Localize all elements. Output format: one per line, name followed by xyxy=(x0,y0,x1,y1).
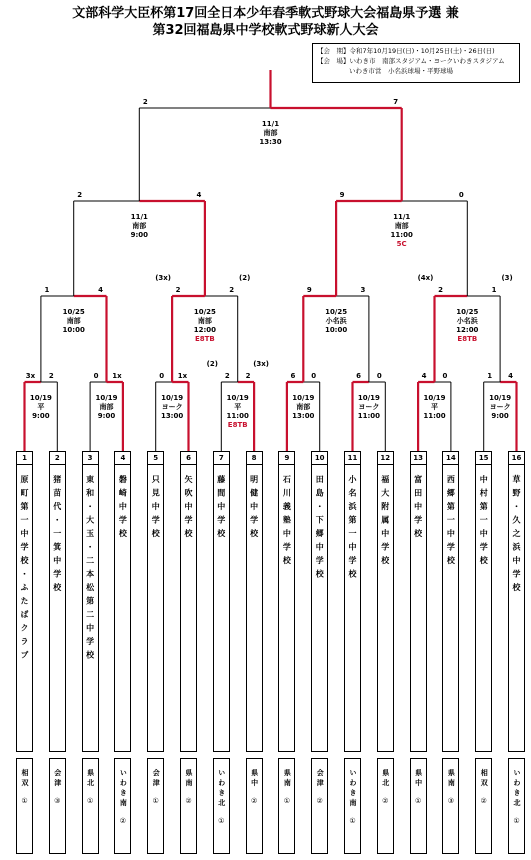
team-number: 4 xyxy=(115,452,130,465)
block-number: ① xyxy=(414,797,422,805)
r1-match-2-venue: 南部 xyxy=(99,403,114,411)
team-number: 9 xyxy=(279,452,294,465)
r1-match-3-score-left: 0 xyxy=(159,372,165,380)
block-number: ② xyxy=(250,797,258,805)
r2-match-2-note: E8TB xyxy=(195,335,215,343)
r2-match-1-time: 10:00 xyxy=(62,326,85,334)
region-name: 県南 xyxy=(447,769,456,789)
block-number: ① xyxy=(349,817,356,825)
r1-match-4-time: 11:00 xyxy=(226,412,249,420)
team-name: 草野・久之浜中学校 xyxy=(512,475,521,597)
team-box xyxy=(278,451,295,752)
r1-match-4-note: E8TB xyxy=(227,421,248,429)
region-box xyxy=(410,758,427,854)
team-number: 2 xyxy=(50,452,65,465)
region-name: 会津 xyxy=(316,769,325,789)
team-box xyxy=(508,451,525,752)
team-name: 富田中学校 xyxy=(413,475,423,543)
r2-match-1-score-left: 1 xyxy=(44,286,50,294)
r2-match-1-date: 10/25 xyxy=(62,308,85,316)
r2-match-4-pk-left: (4x) xyxy=(417,274,434,282)
team-number: 6 xyxy=(181,452,196,465)
r1-match-3-score-right: 1x xyxy=(177,372,188,380)
team-box xyxy=(82,451,99,752)
team-box xyxy=(114,451,131,752)
region-name: いわき北 xyxy=(513,769,521,809)
team-number: 8 xyxy=(247,452,262,465)
r3-match-2-date: 11/1 xyxy=(393,213,411,221)
r1-match-7-score-left: 4 xyxy=(421,372,427,380)
team-number: 15 xyxy=(476,452,491,465)
r1-match-6-time: 11:00 xyxy=(357,412,381,420)
team-box xyxy=(410,451,427,752)
team-number: 7 xyxy=(214,452,229,465)
region-box xyxy=(180,758,197,854)
region-name: いわき北 xyxy=(217,769,226,809)
team-number: 16 xyxy=(509,452,524,465)
r2-match-4-pk-right: (3) xyxy=(501,274,513,282)
r1-match-4-score-left: 2 xyxy=(224,372,230,380)
info-venue-1: 【会 場】いわき市 南部スタジアム・ヨークいわきスタジアム xyxy=(317,57,505,65)
block-number: ① xyxy=(86,797,94,805)
team-box xyxy=(180,451,197,752)
r1-match-2-date: 10/19 xyxy=(95,394,118,402)
r2-match-2-score-right: 2 xyxy=(229,286,235,294)
r2-match-4-note: E8TB xyxy=(457,335,478,343)
r1-match-4-pk-left: (2) xyxy=(206,360,218,368)
block-number: ③ xyxy=(447,797,455,805)
region-name: いわき南 xyxy=(119,769,128,809)
r1-match-8-date: 10/19 xyxy=(489,394,512,402)
r1-match-1-time: 9:00 xyxy=(32,412,50,420)
team-name: 原町第一中学校・ふたばクラブ xyxy=(20,475,29,664)
region-box xyxy=(114,758,131,854)
r3-match-1-time: 9:00 xyxy=(130,231,149,239)
region-box xyxy=(278,758,295,854)
r2-match-2-pk-right: (2) xyxy=(239,274,251,282)
team-name: 小名浜第一中学校 xyxy=(348,475,357,583)
team-box xyxy=(475,451,492,752)
block-number: ① xyxy=(283,797,291,805)
r1-match-2-score-right: 1x xyxy=(112,372,122,380)
region-name: 会津 xyxy=(152,769,161,789)
region-name: いわき南 xyxy=(349,769,357,809)
block-number: ② xyxy=(316,797,323,805)
team-name: 田島・下郷中学校 xyxy=(315,475,325,583)
r1-match-8-score-left: 1 xyxy=(487,372,493,380)
block-number: ② xyxy=(480,797,487,805)
r1-match-1-score-left: 3x xyxy=(25,372,36,380)
block-number: ② xyxy=(382,797,389,805)
region-box xyxy=(16,758,33,854)
r1-match-4-venue: 平 xyxy=(234,403,242,411)
r1-match-1-score-right: 2 xyxy=(48,372,54,380)
region-box xyxy=(213,758,230,854)
r1-match-3-venue: ヨーク xyxy=(161,403,183,411)
block-number: ① xyxy=(218,817,225,825)
r1-match-8-time: 9:00 xyxy=(491,412,509,420)
r1-match-5-date: 10/19 xyxy=(292,394,315,402)
r1-match-8-score-right: 4 xyxy=(508,372,513,380)
region-box xyxy=(311,758,328,854)
info-period: 【会 期】令和7年10月19日(日)・10月25日(土)・26日(日) xyxy=(317,47,495,55)
region-box xyxy=(246,758,263,854)
team-number: 10 xyxy=(312,452,327,465)
r2-match-2-date: 10/25 xyxy=(193,308,216,316)
r2-match-4-score-right: 1 xyxy=(491,286,497,294)
region-box xyxy=(147,758,164,854)
r1-match-6-date: 10/19 xyxy=(357,394,380,402)
r3-match-2-time: 11:00 xyxy=(390,231,413,239)
team-name: 西郷第一中学校 xyxy=(446,475,456,570)
team-box xyxy=(311,451,328,752)
team-name: 藤間中学校 xyxy=(216,475,226,543)
team-name: 猪苗代・一箕中学校 xyxy=(52,475,62,597)
region-box xyxy=(344,758,361,854)
region-box xyxy=(82,758,99,854)
region-name: 会津 xyxy=(53,769,62,789)
r1-match-7-venue: 平 xyxy=(431,403,438,411)
team-name: 中村第一中学校 xyxy=(479,475,489,570)
block-number: ① xyxy=(152,797,159,805)
r3-match-2-score-right: 0 xyxy=(458,191,464,199)
r2-match-4-date: 10/25 xyxy=(456,308,479,316)
r2-match-3-date: 10/25 xyxy=(325,308,348,316)
r3-match-2-venue: 南部 xyxy=(394,222,409,230)
r2-match-2-time: 12:00 xyxy=(193,326,217,334)
r1-match-8-venue: ヨーク xyxy=(489,403,511,411)
team-name: 福大附属中学校 xyxy=(380,475,390,570)
team-number: 3 xyxy=(83,452,98,465)
region-name: 県南 xyxy=(185,769,193,789)
r2-match-3-score-left: 9 xyxy=(306,286,312,294)
r2-match-4-time: 12:00 xyxy=(456,326,479,334)
team-name: 石川義塾中学校 xyxy=(282,475,292,570)
r1-match-5-time: 13:00 xyxy=(292,412,315,420)
r3-match-1-venue: 南部 xyxy=(132,222,147,230)
r2-match-4-venue: 小名浜 xyxy=(456,317,478,325)
r1-match-6-venue: ヨーク xyxy=(358,403,380,411)
r2-match-3-venue: 小名浜 xyxy=(325,317,347,325)
team-box xyxy=(213,451,230,752)
block-number: ③ xyxy=(54,797,61,805)
r3-match-1-score-left: 2 xyxy=(77,191,83,199)
r1-match-2-score-left: 0 xyxy=(93,372,99,380)
r3-match-1-score-right: 4 xyxy=(196,191,202,199)
r1-match-4-score-right: 2 xyxy=(245,372,251,380)
r1-match-5-venue: 南部 xyxy=(296,403,311,411)
r1-match-7-time: 11:00 xyxy=(423,412,446,420)
r3-match-2-note: 5C xyxy=(396,240,407,248)
r1-match-7-score-right: 0 xyxy=(442,372,448,380)
r1-match-3-time: 13:00 xyxy=(160,412,184,420)
r1-match-4-date: 10/19 xyxy=(226,394,249,402)
team-name: 東和・大玉・二本松第二中学校 xyxy=(85,475,95,664)
r1-match-1-date: 10/19 xyxy=(29,394,52,402)
team-box xyxy=(49,451,66,752)
region-name: 県北 xyxy=(381,769,390,789)
r1-match-1-venue: 平 xyxy=(37,403,45,411)
region-name: 県中 xyxy=(250,769,259,789)
team-number: 1 xyxy=(17,452,32,465)
r2-match-3-score-right: 3 xyxy=(360,286,366,294)
final-match-venue: 南部 xyxy=(263,129,278,137)
r1-match-5-score-left: 6 xyxy=(290,372,296,380)
team-box xyxy=(147,451,164,752)
region-name: 相双 xyxy=(21,769,29,789)
region-name: 相双 xyxy=(480,769,489,789)
final-match-score-left: 2 xyxy=(142,98,148,106)
r2-match-1-score-right: 4 xyxy=(98,286,103,294)
region-name: 県南 xyxy=(283,769,292,789)
team-number: 12 xyxy=(378,452,393,465)
r3-match-2-score-left: 9 xyxy=(339,191,345,199)
region-box xyxy=(508,758,525,854)
r1-match-5-score-right: 0 xyxy=(311,372,317,380)
block-number: ① xyxy=(21,797,28,805)
r1-match-6-score-left: 6 xyxy=(356,372,361,380)
region-name: 県北 xyxy=(86,769,95,789)
team-number: 13 xyxy=(411,452,426,465)
final-match-score-right: 7 xyxy=(393,98,399,106)
team-box xyxy=(442,451,459,752)
region-box xyxy=(475,758,492,854)
region-name: 県中 xyxy=(414,769,423,789)
team-number: 11 xyxy=(345,452,360,465)
block-number: ② xyxy=(119,817,127,825)
team-name: 矢吹中学校 xyxy=(184,475,193,543)
team-box xyxy=(344,451,361,752)
final-match-date: 11/1 xyxy=(261,120,280,128)
team-box xyxy=(246,451,263,752)
r1-match-4-pk-right: (3x) xyxy=(253,360,269,368)
block-number: ① xyxy=(513,817,520,825)
region-box xyxy=(49,758,66,854)
r2-match-2-score-left: 2 xyxy=(175,286,181,294)
r2-match-1-venue: 南部 xyxy=(66,317,81,325)
region-box xyxy=(442,758,459,854)
r2-match-3-time: 10:00 xyxy=(324,326,348,334)
block-number: ② xyxy=(185,797,192,805)
region-box xyxy=(377,758,394,854)
team-name: 磐崎中学校 xyxy=(118,475,128,543)
title-line-2: 第32回福島県中学校軟式野球新人大会 xyxy=(152,23,379,38)
r3-match-1-date: 11/1 xyxy=(130,213,148,221)
info-venue-2: いわき市営 小名浜球場・平野球場 xyxy=(349,67,453,75)
r1-match-7-date: 10/19 xyxy=(423,394,446,402)
team-number: 5 xyxy=(148,452,163,465)
final-match-time: 13:30 xyxy=(259,138,282,146)
team-box xyxy=(377,451,394,752)
r2-match-4-score-left: 2 xyxy=(438,286,443,294)
r1-match-6-score-right: 0 xyxy=(376,372,382,380)
r2-match-2-venue: 南部 xyxy=(197,317,212,325)
r1-match-3-date: 10/19 xyxy=(161,394,184,402)
title-line-1: 文部科学大臣杯第17回全日本少年春季軟式野球大会福島県予選 兼 xyxy=(72,6,459,21)
team-box xyxy=(16,451,33,752)
team-number: 14 xyxy=(443,452,458,465)
r1-match-2-time: 9:00 xyxy=(97,412,116,420)
team-name: 只見中学校 xyxy=(151,475,161,543)
r2-match-2-pk-left: (3x) xyxy=(155,274,171,282)
team-name: 明健中学校 xyxy=(249,475,259,543)
